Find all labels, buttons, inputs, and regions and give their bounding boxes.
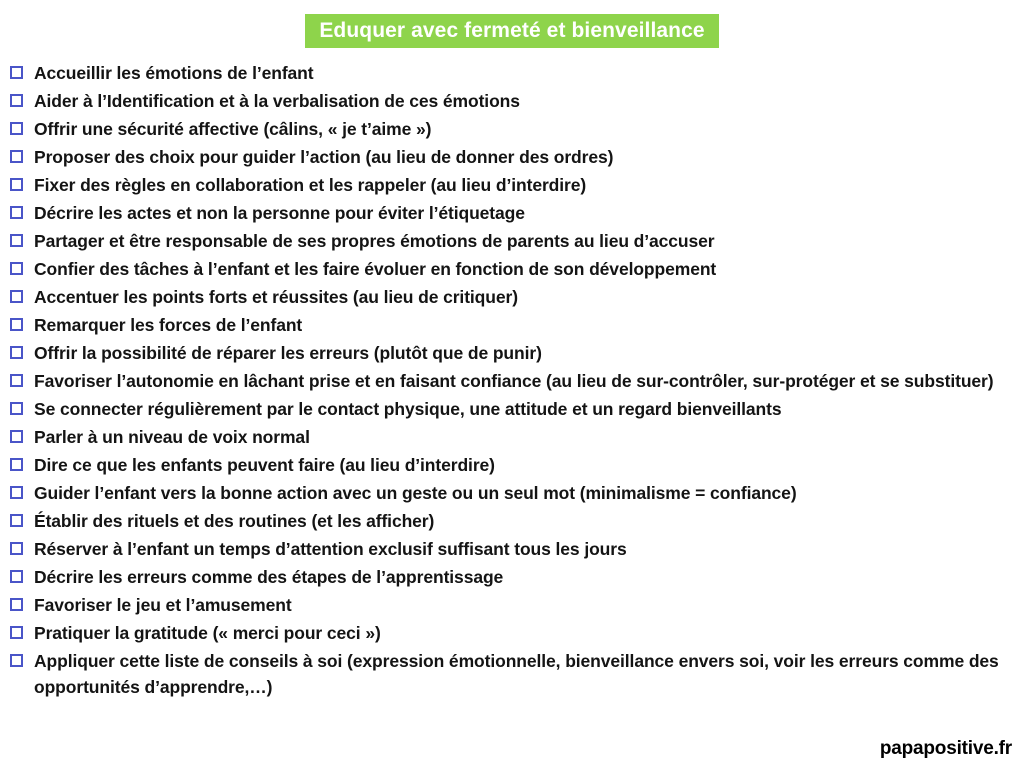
list-item[interactable]: [8, 228, 1018, 254]
checkbox-icon[interactable]: [10, 598, 23, 611]
list-item-label: Réserver à l’enfant un temps d’attention exclusif suffisant tous les jours: [34, 539, 627, 559]
list-item[interactable]: [8, 452, 1018, 478]
list-item-label: Offrir une sécurité affective (câlins, « je t’aime »): [34, 119, 432, 139]
list-item[interactable]: [8, 480, 1018, 506]
list-item[interactable]: [8, 200, 1018, 226]
list-item-label: Établir des rituels et des routines (et les afficher): [34, 511, 435, 531]
list-item[interactable]: [8, 60, 1018, 86]
list-item-label: Favoriser le jeu et l’amusement: [34, 595, 292, 615]
checkbox-icon[interactable]: [10, 346, 23, 359]
list-item[interactable]: [8, 340, 1018, 366]
checkbox-icon[interactable]: [10, 542, 23, 555]
list-item-label: Favoriser l’autonomie en lâchant prise et en faisant confiance (au lieu de sur-contrôler, sur-protéger et se substituer): [34, 371, 994, 391]
list-item-label: Aider à l’Identification et à la verbalisation de ces émotions: [34, 91, 520, 111]
checkbox-icon[interactable]: [10, 234, 23, 247]
list-item-label: Remarquer les forces de l’enfant: [34, 315, 303, 335]
checkbox-icon[interactable]: [10, 626, 23, 639]
checkbox-icon[interactable]: [10, 374, 23, 387]
checkbox-icon[interactable]: [10, 178, 23, 191]
page-title: Eduquer avec fermeté et bienveillance: [305, 14, 718, 48]
list-item-label: Décrire les erreurs comme des étapes de l’apprentissage: [34, 567, 504, 587]
title-container: [0, 14, 1024, 48]
list-item-label: Confier des tâches à l’enfant et les faire évoluer en fonction de son développement: [34, 259, 717, 279]
list-item[interactable]: [8, 88, 1018, 114]
checkbox-icon[interactable]: [10, 514, 23, 527]
checkbox-icon[interactable]: [10, 402, 23, 415]
checkbox-icon[interactable]: [10, 430, 23, 443]
checkbox-icon[interactable]: [10, 94, 23, 107]
list-item[interactable]: [8, 312, 1018, 338]
checkbox-icon[interactable]: [10, 318, 23, 331]
checkbox-icon[interactable]: [10, 654, 23, 667]
list-item[interactable]: [8, 368, 1018, 394]
checkbox-icon[interactable]: [10, 262, 23, 275]
footer-source: papapositive.fr: [879, 738, 1012, 759]
checkbox-icon[interactable]: [10, 458, 23, 471]
list-item-label: Accentuer les points forts et réussites (au lieu de critiquer): [34, 287, 518, 307]
list-item[interactable]: [8, 396, 1018, 422]
checkbox-icon[interactable]: [10, 206, 23, 219]
list-item[interactable]: [8, 116, 1018, 142]
list-item[interactable]: [8, 172, 1018, 198]
list-item[interactable]: [8, 144, 1018, 170]
checklist: [8, 60, 1018, 702]
list-item[interactable]: [8, 256, 1018, 282]
list-item[interactable]: [8, 536, 1018, 562]
list-item[interactable]: [8, 424, 1018, 450]
list-item-label: Offrir la possibilité de réparer les erreurs (plutôt que de punir): [34, 343, 542, 363]
list-item-label: Parler à un niveau de voix normal: [34, 427, 310, 447]
list-item-label: Pratiquer la gratitude (« merci pour ceci »): [34, 623, 381, 643]
checkbox-icon[interactable]: [10, 290, 23, 303]
list-item[interactable]: [8, 564, 1018, 590]
checkbox-icon[interactable]: [10, 122, 23, 135]
list-item[interactable]: [8, 508, 1018, 534]
list-item-label: Dire ce que les enfants peuvent faire (au lieu d’interdire): [34, 455, 495, 475]
list-item[interactable]: [8, 592, 1018, 618]
list-item-label: Fixer des règles en collaboration et les rappeler (au lieu d’interdire): [34, 175, 587, 195]
list-item-label: Proposer des choix pour guider l’action (au lieu de donner des ordres): [34, 147, 614, 167]
list-item-label: Guider l’enfant vers la bonne action avec un geste ou un seul mot (minimalisme = confiance): [34, 483, 797, 503]
list-item-label: Se connecter régulièrement par le contact physique, une attitude et un regard bienveillants: [34, 399, 782, 419]
list-item-label: Accueillir les émotions de l’enfant: [34, 63, 314, 83]
checkbox-icon[interactable]: [10, 150, 23, 163]
list-item[interactable]: [8, 620, 1018, 646]
list-item[interactable]: [8, 648, 1018, 700]
checkbox-icon[interactable]: [10, 66, 23, 79]
list-item[interactable]: [8, 284, 1018, 310]
checkbox-icon[interactable]: [10, 486, 23, 499]
list-item-label: Décrire les actes et non la personne pour éviter l’étiquetage: [34, 203, 525, 223]
checkbox-icon[interactable]: [10, 570, 23, 583]
list-item-label: Partager et être responsable de ses propres émotions de parents au lieu d’accuser: [34, 231, 715, 251]
list-item-label: Appliquer cette liste de conseils à soi (expression émotionnelle, bienveillance envers soi, voir les erreurs comme des opportunités d’apprendre,…): [34, 651, 999, 697]
